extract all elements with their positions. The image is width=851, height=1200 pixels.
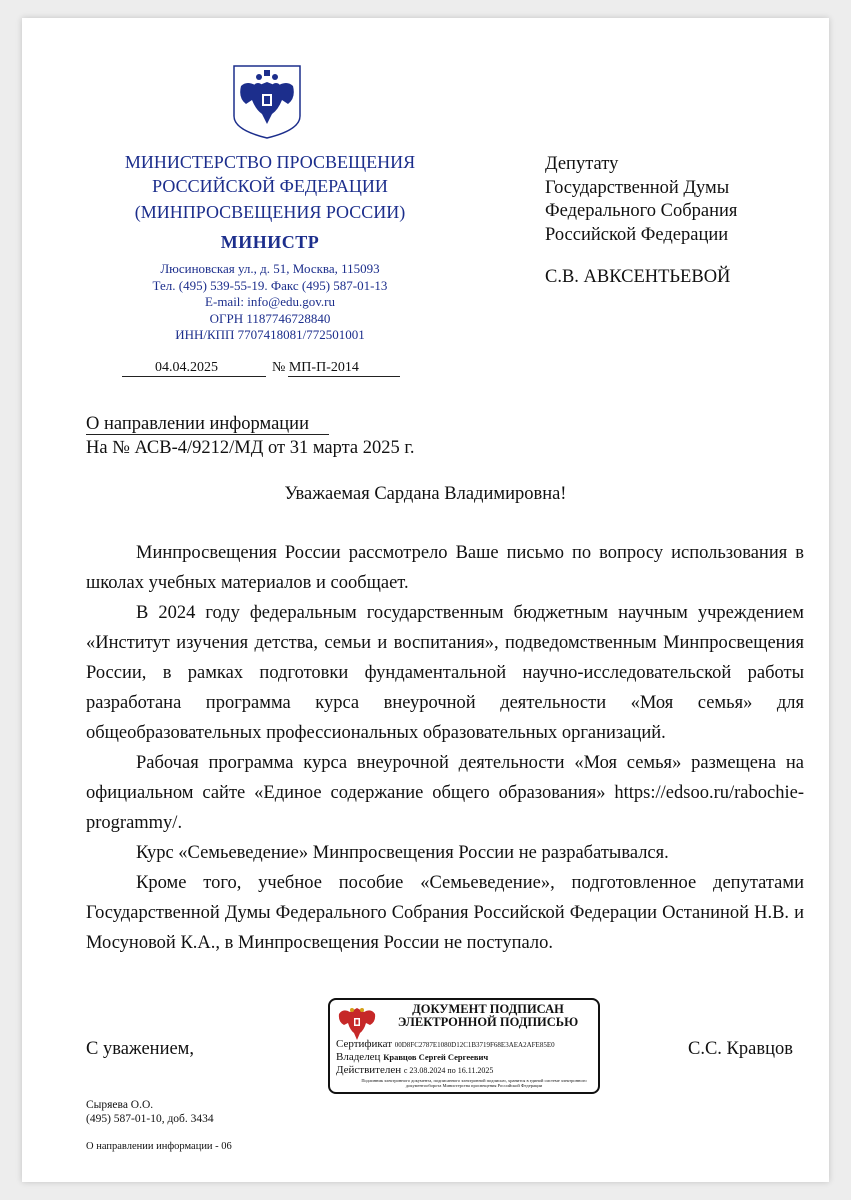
ministry-short: (МИНПРОСВЕЩЕНИЯ РОССИИ) bbox=[134, 202, 406, 222]
body-paragraph-5: Кроме того, учебное пособие «Семьеведение», подготовленное депутатами Государственной Думы Федерального Собрания Российской Федерации Останиной Н.В. и Мосуновой К.А., в Минпросвещения России не поступало. bbox=[86, 873, 804, 953]
addressee-line2: Государственной Думы bbox=[545, 177, 730, 198]
electronic-signature-stamp bbox=[328, 998, 600, 1094]
stamp-owner-row bbox=[336, 1051, 488, 1063]
body-paragraph-4: Курс «Семьеведение» Минпросвещения России не разрабатывался. bbox=[136, 843, 669, 863]
addressee-line4: Российской Федерации bbox=[545, 224, 729, 245]
ministry-email: E-mail: info@edu.gov.ru bbox=[205, 294, 335, 309]
stamp-cert-value: 00D8FC2787E1080D12C1B3719F68E3AEA2AFE85E0 bbox=[394, 1041, 555, 1049]
stamp-cert-label: Сертификат bbox=[336, 1038, 392, 1050]
subject-block bbox=[86, 412, 415, 460]
stamp-note: Подлинник электронного документа, подписанного электронной подписью, хранится в единой системе электронного документооборота Министерства просвещения Российской Федерации bbox=[361, 1078, 587, 1088]
addressee-line1: Депутату bbox=[545, 154, 619, 174]
ministry-line2: РОССИЙСКОЙ ФЕДЕРАЦИИ bbox=[152, 176, 388, 196]
ministry-name-block bbox=[80, 150, 460, 344]
stamp-owner-label: Владелец bbox=[336, 1051, 381, 1063]
stamp-title-line1: ДОКУМЕНТ ПОДПИСАН bbox=[412, 1002, 564, 1016]
number-underline bbox=[288, 376, 400, 377]
letter-body bbox=[86, 538, 804, 958]
ministry-line1: МИНИСТЕРСТВО ПРОСВЕЩЕНИЯ bbox=[124, 152, 416, 172]
registration-date: 04.04.2025 bbox=[155, 360, 218, 375]
addressee-line3: Федерального Собрания bbox=[545, 201, 738, 221]
stamp-owner-value: Кравцов Сергей Сергеевич bbox=[383, 1052, 489, 1062]
addressee-block bbox=[545, 153, 737, 247]
executor-phone: (495) 587-01-10, доб. 3434 bbox=[86, 1113, 214, 1125]
position-title: МИНИСТР bbox=[220, 232, 320, 252]
ministry-address: Люсиновская ул., д. 51, Москва, 115093 bbox=[160, 261, 380, 276]
signer-name: С.С. Кравцов bbox=[688, 1039, 793, 1059]
ministry-phone: Тел. (495) 539-55-19. Факс (495) 587-01-13 bbox=[152, 277, 388, 293]
stamp-valid-value: с 23.08.2024 по 16.11.2025 bbox=[403, 1066, 494, 1075]
addressee-name: С.В. АВКСЕНТЬЕВОЙ bbox=[545, 267, 731, 287]
russian-coat-of-arms-icon bbox=[232, 64, 302, 140]
body-paragraph-2: В 2024 году федеральным государственным бюджетным научным учреждением «Институт изучения детства, семьи и воспитания», подведомственным Минпросвещения России, в рамках подготовки фундаментальной научно-исследовательской работы разработана программа курса внеурочной деятельности «Моя семья» для общеобразовательных профессиональных образовательных организаций. bbox=[86, 603, 804, 743]
subject-reference: На № АСВ-4/9212/МД от 31 марта 2025 г. bbox=[86, 438, 415, 458]
document-label: О направлении информации - 06 bbox=[86, 1141, 232, 1152]
stamp-cert-row bbox=[336, 1038, 555, 1050]
registration-number: № МП-П-2014 bbox=[272, 360, 359, 375]
executor-name: Сыряева О.О. bbox=[86, 1099, 154, 1111]
date-underline bbox=[122, 376, 266, 377]
body-paragraph-3: Рабочая программа курса внеурочной деятельности «Моя семья» размещена на официальном сайте «Единое содержание общего образования» https://edsoo.ru/rabochie-programmy/. bbox=[86, 753, 804, 833]
stamp-valid-row bbox=[336, 1064, 493, 1076]
executor-block bbox=[86, 1098, 214, 1126]
body-paragraph-1: Минпросвещения России рассмотрело Ваше письмо по вопросу использования в школах учебных материалов и сообщает. bbox=[86, 543, 804, 593]
ministry-inn: ИНН/КПП 7707418081/772501001 bbox=[175, 327, 365, 342]
closing: С уважением, bbox=[86, 1039, 195, 1059]
stamp-title-line2: ЭЛЕКТРОННОЙ ПОДПИСЬЮ bbox=[397, 1015, 579, 1029]
greeting: Уважаемая Сардана Владимировна! bbox=[284, 484, 567, 504]
ministry-ogrn: ОГРН 1187746728840 bbox=[209, 310, 331, 326]
subject-title: О направлении информации bbox=[86, 414, 329, 435]
stamp-valid-label: Действителен bbox=[336, 1064, 402, 1076]
stamp-title bbox=[382, 1003, 594, 1029]
